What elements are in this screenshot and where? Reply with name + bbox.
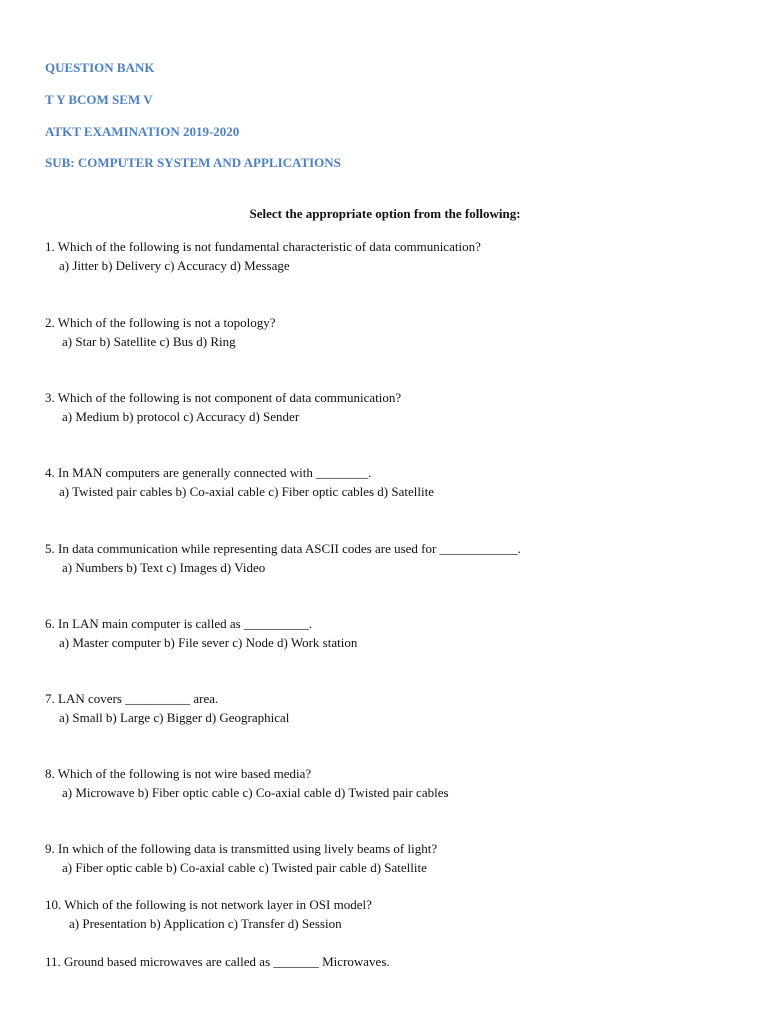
question-text: 2. Which of the following is not a topology? bbox=[45, 315, 276, 330]
question-text: 11. Ground based microwaves are called as _______ Microwaves. bbox=[45, 954, 390, 969]
question-text: 4. In MAN computers are generally connected with ________. bbox=[45, 465, 372, 480]
question-text: 3. Which of the following is not component of data communication? bbox=[45, 390, 402, 405]
question-text: 8. Which of the following is not wire based media? bbox=[45, 766, 312, 781]
question-11 bbox=[45, 952, 390, 971]
question-options: a) Numbers b) Text c) Images d) Video bbox=[62, 560, 266, 575]
doc-title: QUESTION BANK bbox=[45, 60, 155, 75]
question-2 bbox=[45, 313, 275, 351]
question-text: 9. In which of the following data is transmitted using lively beams of light? bbox=[45, 841, 438, 856]
question-options: a) Jitter b) Delivery c) Accuracy d) Message bbox=[59, 258, 290, 273]
question-options: a) Twisted pair cables b) Co-axial cable c) Fiber optic cables d) Satellite bbox=[59, 484, 434, 499]
subject-label: SUB: COMPUTER SYSTEM AND APPLICATIONS bbox=[45, 155, 341, 170]
question-3 bbox=[45, 388, 401, 426]
question-text: 5. In data communication while representing data ASCII codes are used for ____________. bbox=[45, 541, 521, 556]
question-text: 6. In LAN main computer is called as __________. bbox=[45, 616, 313, 631]
question-1 bbox=[45, 237, 481, 275]
question-text: 1. Which of the following is not fundamental characteristic of data communication? bbox=[45, 239, 481, 254]
question-8 bbox=[45, 764, 449, 802]
class-label: T Y BCOM SEM V bbox=[45, 92, 153, 107]
question-5 bbox=[45, 539, 521, 577]
question-9 bbox=[45, 839, 437, 877]
question-7 bbox=[45, 689, 289, 727]
question-options: a) Small b) Large c) Bigger d) Geographical bbox=[59, 710, 290, 725]
question-options: a) Presentation b) Application c) Transfer d) Session bbox=[69, 916, 342, 931]
question-options: a) Microwave b) Fiber optic cable c) Co-axial cable d) Twisted pair cables bbox=[62, 785, 449, 800]
question-options: a) Fiber optic cable b) Co-axial cable c) Twisted pair cable d) Satellite bbox=[62, 860, 427, 875]
question-6 bbox=[45, 614, 357, 652]
question-options: a) Master computer b) File sever c) Node d) Work station bbox=[59, 635, 358, 650]
question-options: a) Medium b) protocol c) Accuracy d) Sender bbox=[62, 409, 300, 424]
question-text: 10. Which of the following is not network layer in OSI model? bbox=[45, 897, 372, 912]
instruction-text: Select the appropriate option from the following: bbox=[249, 206, 521, 221]
exam-label: ATKT EXAMINATION 2019-2020 bbox=[45, 124, 240, 139]
question-4 bbox=[45, 463, 434, 501]
question-10 bbox=[45, 895, 372, 933]
question-text: 7. LAN covers __________ area. bbox=[45, 691, 219, 706]
question-options: a) Star b) Satellite c) Bus d) Ring bbox=[62, 334, 236, 349]
